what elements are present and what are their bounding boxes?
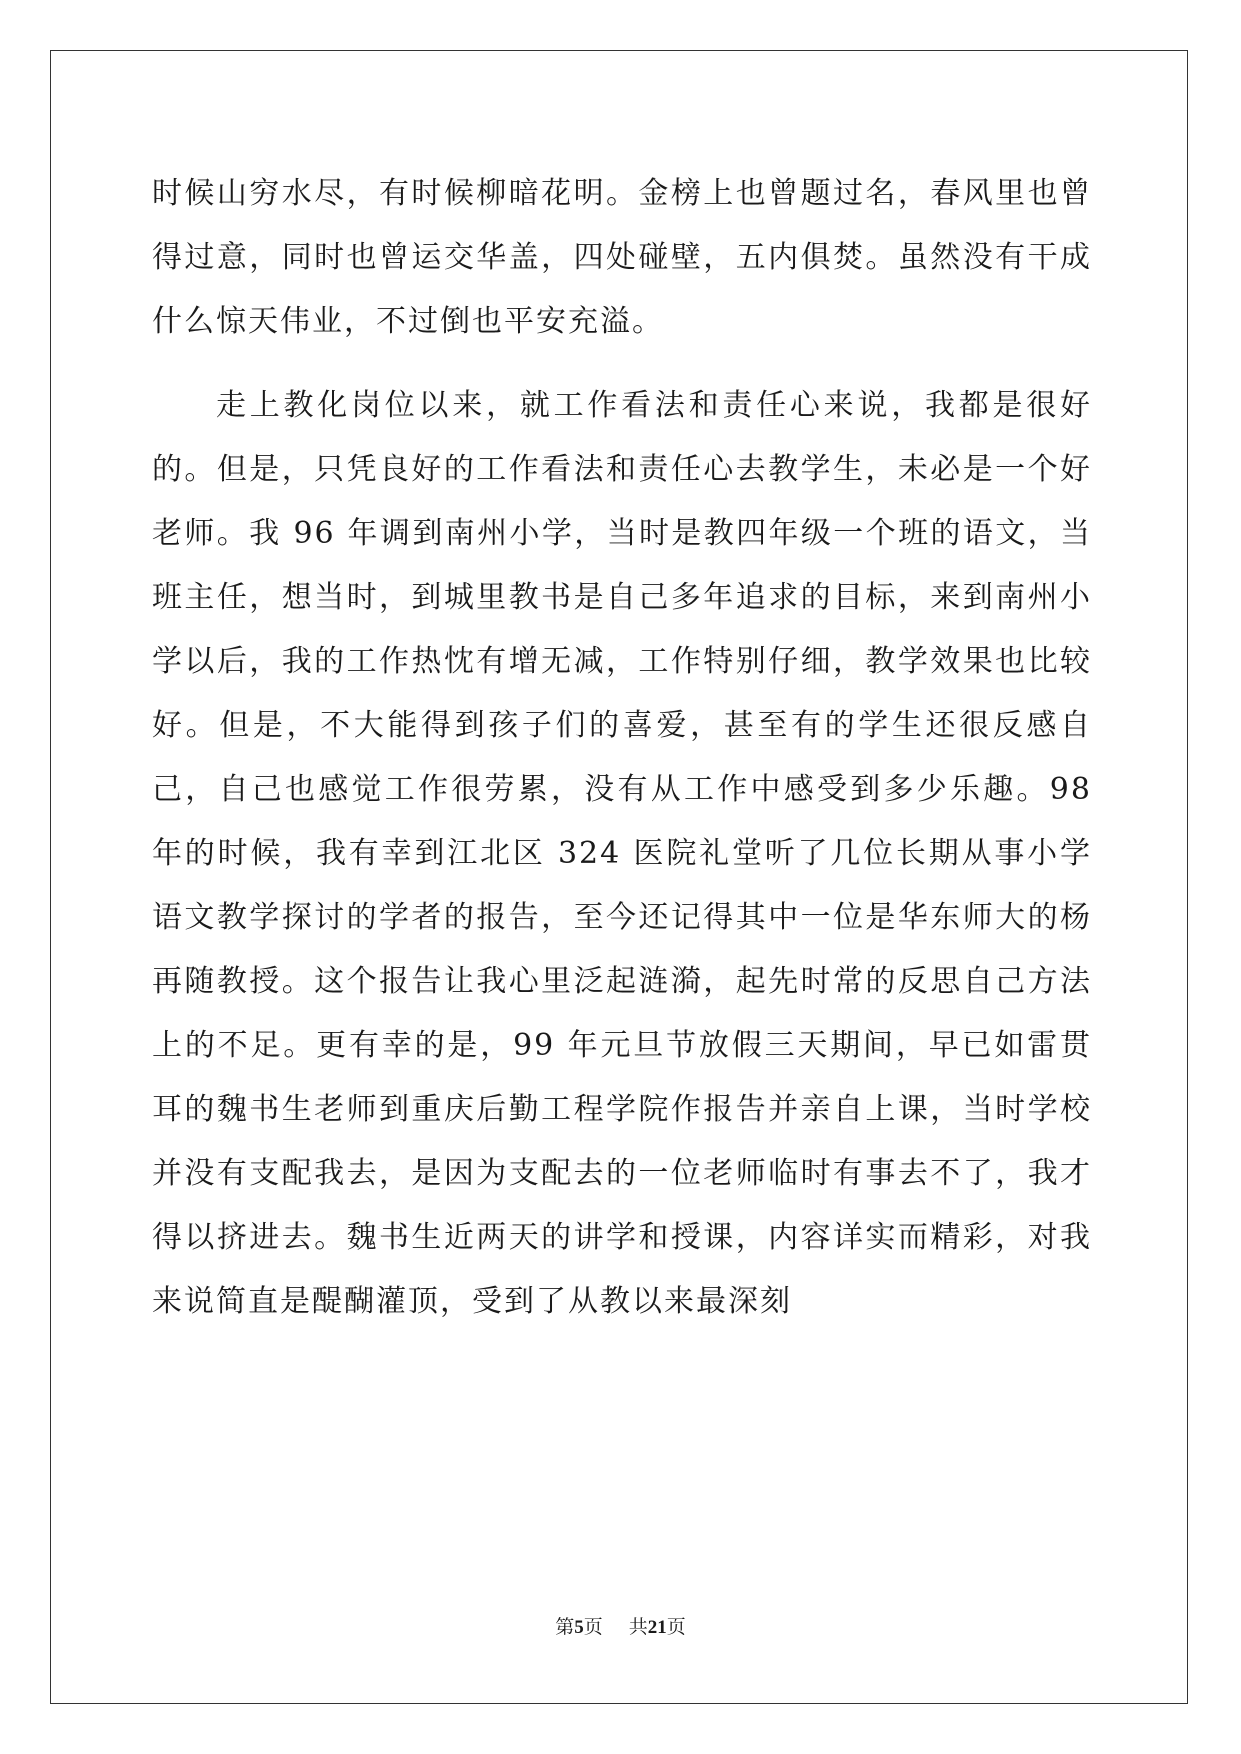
total-prefix: 共 bbox=[628, 1617, 648, 1638]
page-footer bbox=[0, 1612, 1241, 1639]
paragraph-1: 时候山穷水尽，有时候柳暗花明。金榜上也曾题过名，春风里也曾得过意，同时也曾运交华盖，四处碰壁，五内俱焚。虽然没有干成什么惊天伟业，不过倒也平安充溢。 bbox=[152, 176, 1092, 339]
document-body bbox=[152, 162, 1092, 1334]
page-number: 5 bbox=[574, 1617, 584, 1638]
page-prefix: 第 bbox=[555, 1617, 575, 1638]
total-unit: 页 bbox=[666, 1617, 686, 1638]
total-pages: 21 bbox=[647, 1617, 667, 1638]
paragraph-2: 走上教化岗位以来，就工作看法和责任心来说，我都是很好的。但是，只凭良好的工作看法和责任心去教学生，未必是一个好老师。我 96 年调到南州小学，当时是教四年级一个班的语文，当班主任，想当时，到城里教书是自己多年追求的目标，来到南州小学以后，我的工作热忱有增无减，工作特别仔细，教学效果也比较好。但是，不大能得到孩子们的喜爱，甚至有的学生还很反感自己，自己也感觉工作很劳累，没有从工作中感受到多少乐趣。98 年的时候，我有幸到江北区 324 医院礼堂听了几位长期从事小学语文教学探讨的学者的报告，至今还记得其中一位是华东师大的杨再随教授。这个报告让我心里泛起涟漪，起先时常的反思自己方法上的不足。更有幸的是，99 年元旦节放假三天期间，早已如雷贯耳的魏书生老师到重庆后勤工程学院作报告并亲自上课，当时学校并没有支配我去，是因为支配去的一位老师临时有事去不了，我才得以挤进去。魏书生近两天的讲学和授课，内容详实而精彩，对我来说简直是醍醐灌顶，受到了从教以来最深刻 bbox=[152, 388, 1092, 1319]
page-unit: 页 bbox=[583, 1617, 603, 1638]
